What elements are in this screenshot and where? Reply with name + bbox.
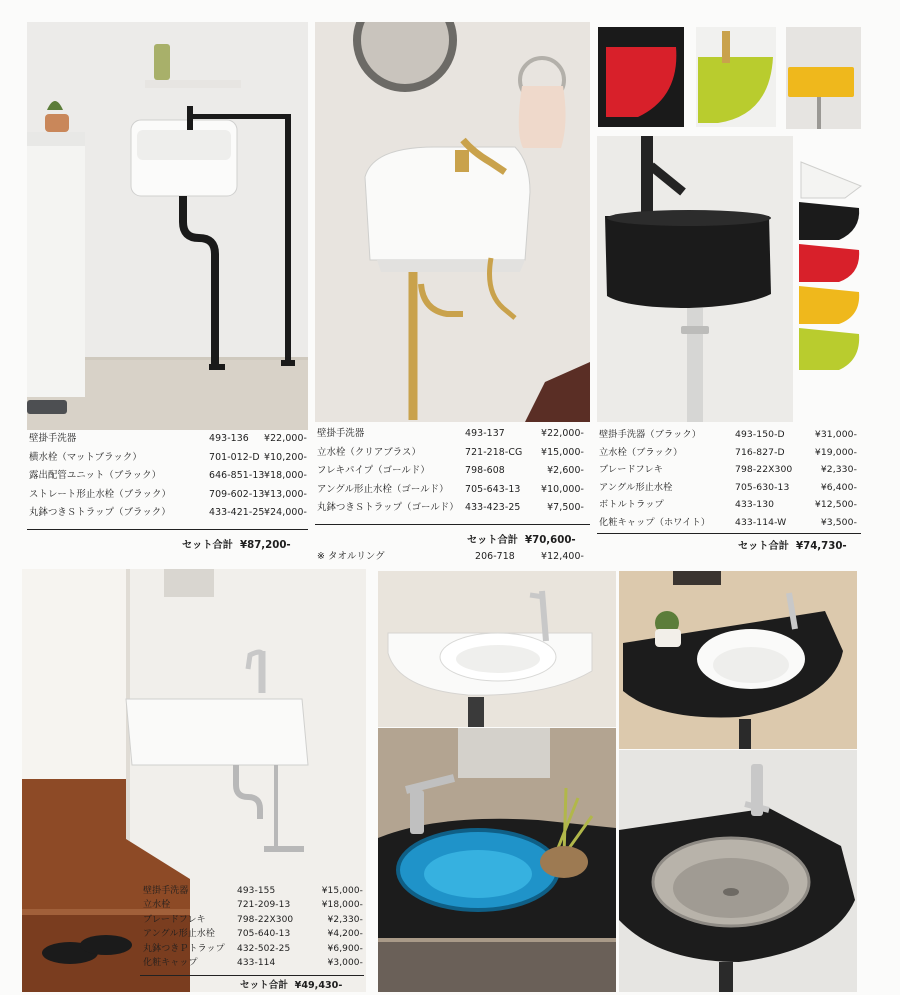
- item-name: ボトルトラップ: [599, 499, 664, 511]
- spec-row: [143, 927, 363, 941]
- item-name: アングル形止水栓: [599, 481, 673, 493]
- item-code: 493-150-D: [735, 429, 785, 440]
- item-code: 433-114: [237, 957, 276, 968]
- item-name: 丸鉢つきＳトラップ（ゴールド）: [317, 502, 459, 514]
- item-code: 798-22X300: [735, 464, 793, 476]
- item-code: 433-114-W: [735, 516, 787, 528]
- spec-row: [29, 504, 307, 523]
- photo-black-pipe-basin: [27, 22, 308, 430]
- item-code: 709-602-13: [209, 488, 265, 500]
- item-name: 壁掛手洗器: [29, 433, 77, 444]
- item-name: 化粧キャップ: [143, 957, 198, 968]
- item-price: ¥19,000-: [814, 446, 857, 458]
- set-total-label: セット合計: [467, 535, 518, 546]
- spec-row: [143, 884, 363, 898]
- item-code: 646-851-13: [209, 470, 265, 482]
- item-name: 壁掛手洗器: [317, 428, 365, 439]
- set-total-value: ¥70,600-: [525, 535, 576, 546]
- item-price: ¥15,000-: [321, 886, 363, 896]
- divider: [140, 975, 364, 976]
- spec-row: [599, 514, 857, 532]
- item-price: ¥13,000-: [264, 488, 307, 500]
- item-price: ¥18,000-: [264, 470, 307, 482]
- item-price: ¥4,200-: [327, 929, 363, 940]
- spec-row: [317, 499, 584, 518]
- item-price: ¥3,500-: [820, 516, 857, 528]
- spec-row: [29, 486, 307, 505]
- spec-row: [317, 548, 584, 567]
- set-total-label: セット合計: [240, 980, 288, 991]
- spec-row: [599, 479, 857, 497]
- item-name: 露出配管ユニット（ブラック）: [29, 470, 162, 482]
- item-code: 433-130: [735, 499, 775, 511]
- item-price: ¥7,500-: [547, 502, 584, 514]
- photo-black-counter-white-bowl: [619, 571, 857, 749]
- item-price: ¥10,000-: [541, 483, 584, 495]
- item-code: 716-827-D: [735, 446, 785, 458]
- item-name: ストレート形止水栓（ブラック）: [29, 488, 171, 500]
- item-price: ¥2,600-: [547, 465, 584, 477]
- item-code: 721-218-CG: [465, 446, 523, 458]
- item-code: 493-136: [209, 433, 249, 444]
- item-code: 798-608: [465, 465, 505, 477]
- item-name: 壁掛手洗器: [143, 886, 189, 896]
- item-price: ¥18,000-: [321, 900, 363, 911]
- item-code: 705-643-13: [465, 483, 521, 495]
- spec-table-set4: [143, 884, 363, 970]
- item-code: 798-22X300: [237, 914, 294, 925]
- spec-row: [317, 444, 584, 463]
- photo-color-basin-variants: [598, 27, 861, 129]
- spec-table-set2: [317, 425, 584, 518]
- item-name: 丸鉢つきＰトラップ: [143, 943, 225, 954]
- spec-row: [317, 425, 584, 444]
- spec-row: [317, 462, 584, 481]
- item-code: 493-137: [465, 428, 505, 439]
- item-code: 433-421-25: [209, 507, 265, 519]
- set-total-label: セット合計: [738, 541, 789, 552]
- item-name: 立水栓: [143, 900, 171, 911]
- item-code: 721-209-13: [237, 900, 291, 911]
- note-name: ※ タオルリング: [317, 551, 385, 562]
- spec-row: [29, 430, 307, 449]
- spec-row: [143, 898, 363, 912]
- spec-row: [143, 942, 363, 956]
- item-code: 705-640-13: [237, 929, 291, 940]
- photo-color-swatch-stack: [795, 158, 865, 376]
- item-name: アングル形止水栓: [143, 929, 215, 940]
- set-total-value: ¥87,200-: [240, 540, 291, 551]
- item-code: 432-502-25: [237, 943, 291, 954]
- set-total-label: セット合計: [182, 540, 233, 551]
- spec-row: [143, 956, 363, 970]
- spec-table-set3: [599, 426, 857, 532]
- item-name: 立水栓（ブラック）: [599, 446, 683, 458]
- item-code: 433-423-25: [465, 502, 521, 514]
- item-name: 化粧キャップ（ホワイト）: [599, 516, 711, 528]
- item-price: ¥24,000-: [264, 507, 307, 519]
- spec-row: [317, 481, 584, 500]
- photo-black-basin: [597, 136, 793, 422]
- divider: [597, 533, 861, 534]
- spec-row: [29, 467, 307, 486]
- set-total-set4: [240, 977, 342, 991]
- item-code: 705-630-13: [735, 481, 790, 493]
- item-price: ¥6,400-: [820, 481, 857, 493]
- photo-white-corner-bowl: [378, 571, 616, 727]
- item-name: アングル形止水栓（ゴールド）: [317, 483, 449, 495]
- item-price: ¥22,000-: [264, 433, 307, 444]
- spec-row: [29, 449, 307, 468]
- photo-turquoise-bowl: [378, 728, 616, 992]
- item-price: ¥15,000-: [541, 446, 584, 458]
- item-price: ¥31,000-: [814, 429, 857, 440]
- item-price: ¥10,200-: [264, 451, 307, 463]
- item-price: ¥2,330-: [327, 914, 363, 925]
- item-name: フレキパイプ（ゴールド）: [317, 465, 430, 477]
- item-price: ¥2,330-: [820, 464, 857, 476]
- spec-row: [599, 426, 857, 444]
- item-price: ¥3,000-: [327, 957, 363, 968]
- spec-row: [599, 461, 857, 479]
- divider: [315, 524, 590, 525]
- item-price: ¥12,500-: [814, 499, 857, 511]
- spec-row: [143, 913, 363, 927]
- photo-gold-fitting-basin: [315, 22, 590, 422]
- item-name: 丸鉢つきＳトラップ（ブラック）: [29, 507, 171, 519]
- item-name: 横水栓（マットブラック）: [29, 451, 142, 463]
- spec-table-set1: [29, 430, 307, 523]
- item-price: ¥22,000-: [541, 428, 584, 439]
- photo-stainless-bowl: [619, 750, 857, 992]
- item-name: 壁掛手洗器（ブラック）: [599, 429, 701, 440]
- item-code: 701-012-D: [209, 451, 260, 463]
- note-price: ¥12,400-: [541, 551, 584, 562]
- set-total-value: ¥49,430-: [294, 980, 343, 991]
- set-total-set2: [467, 531, 576, 546]
- note-code: 206-718: [475, 551, 515, 562]
- spec-row: [599, 444, 857, 462]
- spec-row: [599, 496, 857, 514]
- set-total-value: ¥74,730-: [796, 541, 847, 552]
- item-name: ブレードフレキ: [143, 914, 206, 925]
- set-total-set3: [738, 537, 847, 552]
- item-code: 493-155: [237, 886, 276, 896]
- set-total-set1: [182, 536, 291, 551]
- towel-ring-note: [317, 548, 584, 567]
- divider: [27, 529, 308, 530]
- item-name: ブレードフレキ: [599, 464, 664, 476]
- item-name: 立水栓（クリアブラス）: [317, 446, 421, 458]
- item-price: ¥6,900-: [327, 943, 363, 954]
